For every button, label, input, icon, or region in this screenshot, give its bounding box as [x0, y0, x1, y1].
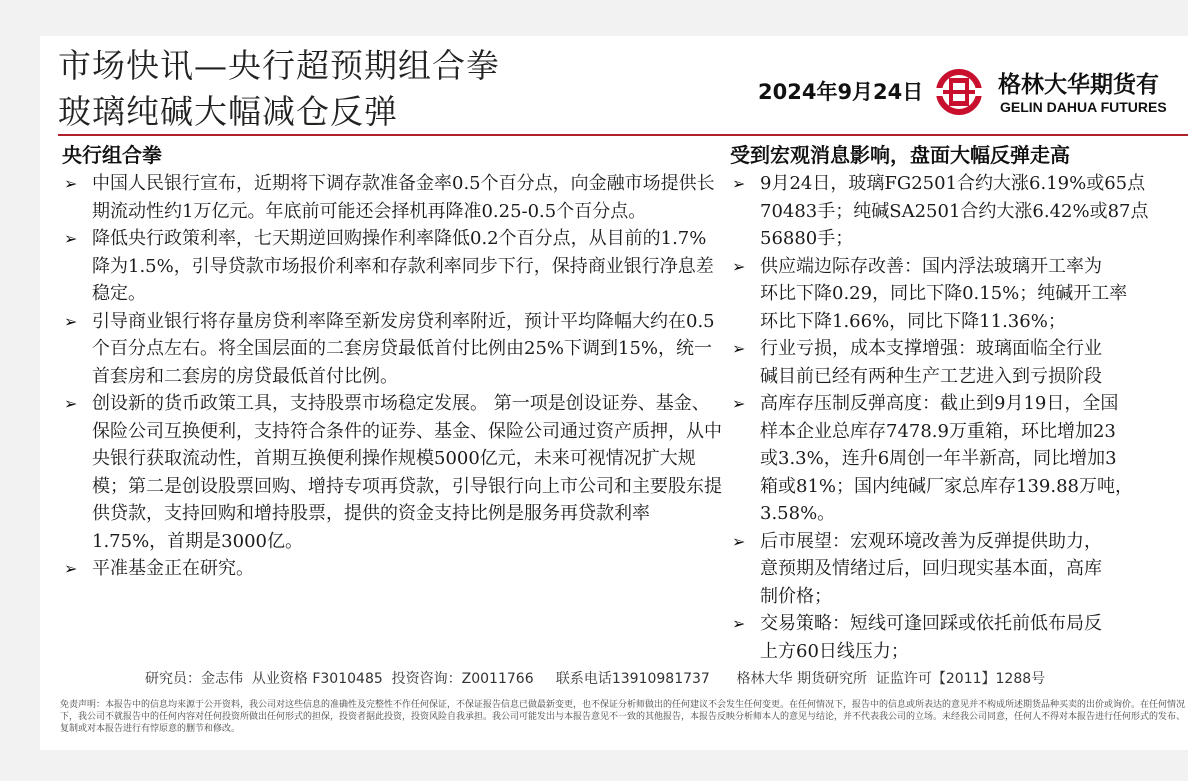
analyst-info: 研究员：金志伟 从业资格 F3010485 投资咨询：Z0011766 联系电话13910981737 格林大华 期货研究所 证监许可【2011】1288号 — [145, 671, 1046, 687]
list-item — [730, 170, 1188, 253]
list-item — [62, 170, 722, 225]
list-item — [62, 555, 722, 583]
company-logo-icon — [933, 66, 985, 118]
list-item — [730, 253, 1188, 336]
list-item-text: 创设新的货币政策工具，支持股票市场稳定发展。 第一项是创设证券、基金、保险公司互换便利，支持符合条件的证券、基金、保险公司通过资产质押，从中央银行获取流动性，首期互换便利操作规模5000亿元，未来可视情况扩大规模；第二是创设股票回购、增持专项再贷款，引导银行向上市公司和主要股东提供贷款，支持回购和增持股票，提供的资金支持比例是服务再贷款利率1.75%，首期是3000亿。 — [92, 393, 722, 552]
list-item-text: 9月24日，玻璃FG2501合约大涨6.19%或65点 70483手；纯碱SA2501合约大涨6.42%或87点 56880手； — [760, 173, 1149, 249]
list-item-text: 供应端边际存改善：国内浮法玻璃开工率为 环比下降0.29，同比下降0.15%；纯碱开工率 环比下降1.66%，同比下降11.36%； — [760, 255, 1128, 332]
list-item-text: 高库存压制反弹高度：截止到9月19日，全国 样本企业总库存7478.9万重箱，环比增加23 或3.3%，连升6周创一年半新高，同比增加3 箱或81%；国内纯碱厂家总库存139.88万吨， 3.58%。 — [760, 393, 1133, 524]
arrow-bullet-icon: ➢ — [64, 174, 78, 193]
list-item-text: 降低央行政策利率，七天期逆回购操作利率降低0.2个百分点，从目前的1.7%降为1.5%，引导贷款市场报价利率和存款利率同步下行，保持商业银行净息差稳定。 — [92, 228, 714, 304]
arrow-bullet-icon: ➢ — [64, 559, 78, 578]
list-item — [730, 528, 1188, 611]
list-item-text: 中国人民银行宣布，近期将下调存款准备金率0.5个百分点，向金融市场提供长期流动性约1万亿元。年底前可能还会择机再降准0.25-0.5个百分点。 — [92, 173, 715, 222]
arrow-bullet-icon: ➢ — [732, 256, 746, 276]
bullet-list-right — [730, 170, 1188, 665]
arrow-bullet-icon: ➢ — [64, 229, 78, 248]
disclaimer-text: 免责声明：本报告中的信息均来源于公开资料，我公司对这些信息的准确性及完整性不作任何保证，不保证报告信息已做最新变更，也不保证分析师做出的任何建议不会发生任何变更。在任何情况下，报告中的信息或所表达的意见并不构成所述期货品种买卖的出价或询价。在任何情况下，我公司不就报告中的任何内容对任何投资所做出任何形式的担保，投资者据此投资，投资风险自我承担。我公司可能发出与本报告意见不一致的其他报告，本报告反映分析师本人的意见与结论，并不代表我公司的立场。未经我公司同意，任何人不得对本报告进行任何形式的发布、复制或对本报告进行有悖原意的删节和修改。 — [60, 700, 1186, 734]
page-title: 市场快讯—央行超预期组合拳 — [58, 46, 500, 85]
list-item-text: 交易策略：短线可逢回踩或依托前低布局反 上方60日线压力； — [760, 613, 1102, 662]
list-item-text: 引导商业银行将存量房贷利率降至新发房贷利率附近，预计平均降幅大约在0.5个百分点左右。将全国层面的二套房贷最低首付比例由25%下调到15%，统一首套房和二套房的房贷最低首付比例。 — [92, 310, 715, 387]
list-item — [62, 225, 722, 308]
right-column — [730, 140, 1188, 665]
page-subtitle: 玻璃纯碱大幅减仓反弹 — [58, 92, 398, 131]
list-item-text: 后市展望：宏观环境改善为反弹提供助力， 意预期及情绪过后，回归现实基本面，高库 制价格； — [760, 530, 1102, 607]
company-name-cn: 格林大华期货有 — [998, 72, 1159, 98]
left-column — [62, 140, 722, 583]
list-item — [62, 308, 722, 391]
arrow-bullet-icon: ➢ — [732, 174, 746, 193]
arrow-bullet-icon: ➢ — [732, 531, 746, 551]
bullet-list-left — [62, 170, 722, 583]
list-item — [730, 335, 1188, 390]
arrow-bullet-icon: ➢ — [732, 614, 746, 633]
list-item — [730, 390, 1188, 528]
arrow-bullet-icon: ➢ — [732, 339, 746, 358]
list-item-text: 平准基金正在研究。 — [92, 558, 254, 579]
list-item — [730, 610, 1188, 665]
arrow-bullet-icon: ➢ — [64, 394, 78, 413]
list-item — [62, 390, 722, 555]
arrow-bullet-icon: ➢ — [64, 311, 78, 331]
slide — [40, 36, 1188, 750]
section-title-central-bank: 央行组合拳 — [62, 143, 162, 167]
header-divider — [58, 134, 1188, 136]
list-item-text: 行业亏损，成本支撑增强：玻璃面临全行业 碱目前已经有两种生产工艺进入到亏损阶段 — [760, 338, 1102, 387]
section-title-market: 受到宏观消息影响，盘面大幅反弹走高 — [730, 143, 1070, 167]
company-name-en: GELIN DAHUA FUTURES — [1000, 99, 1167, 115]
arrow-bullet-icon: ➢ — [732, 394, 746, 413]
report-date: 2024年9月24日 — [758, 80, 924, 104]
